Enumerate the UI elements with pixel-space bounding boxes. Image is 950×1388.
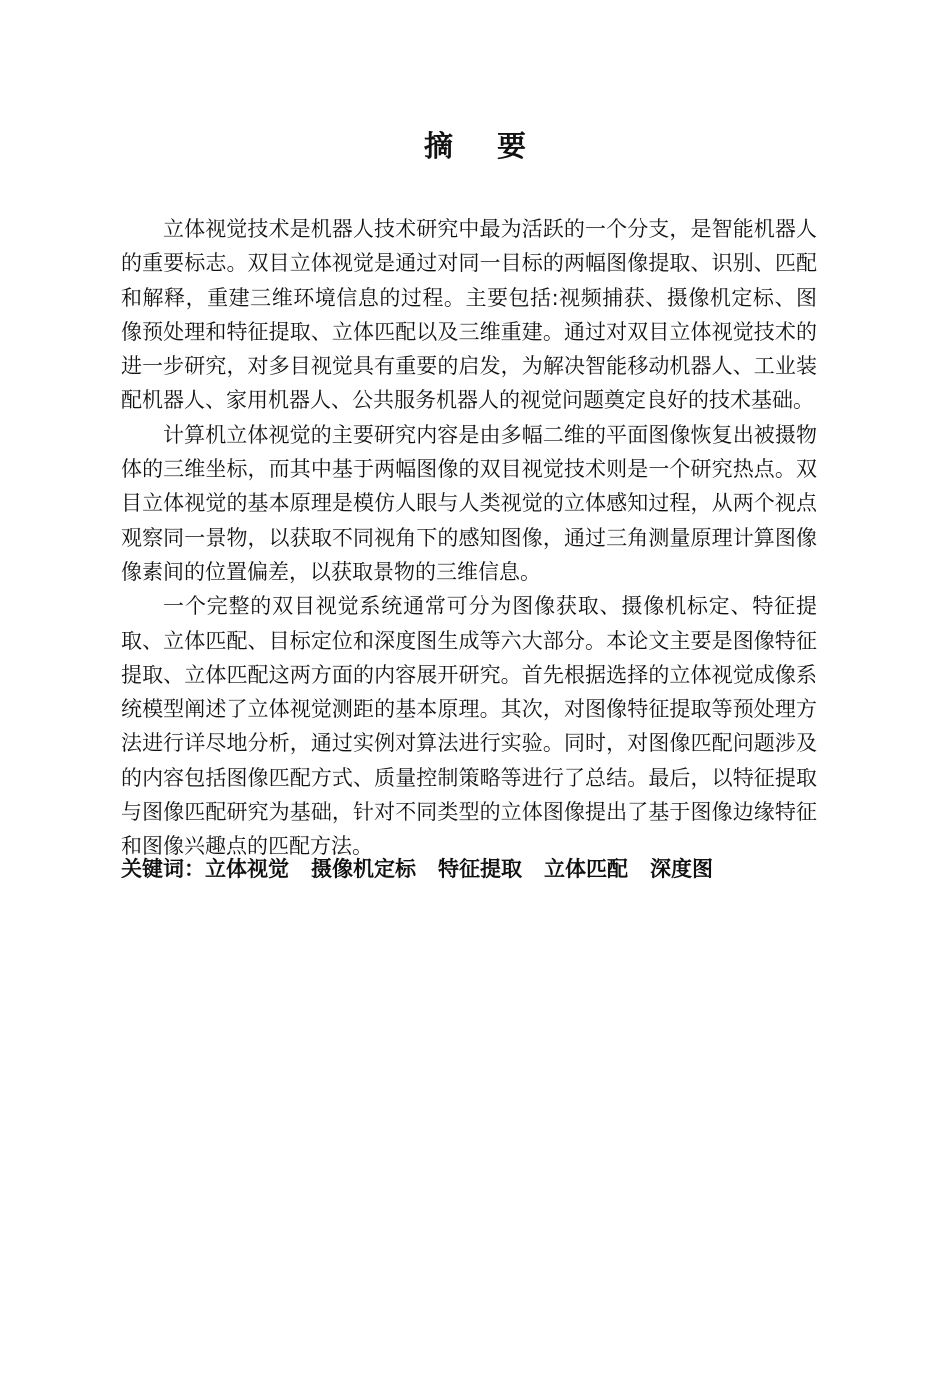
abstract-title bbox=[0, 124, 950, 168]
keyword-2: 摄像机定标 bbox=[311, 857, 416, 881]
keyword-5: 深度图 bbox=[650, 857, 713, 881]
abstract-paragraph-3: 一个完整的双目视觉系统通常可分为图像获取、摄像机标定、特征提取、立体匹配、目标定位和深度图生成等六大部分。本论文主要是图像特征提取、立体匹配这两方面的内容展开研究。首先根据选择的立体视觉成像系统模型阐述了立体视觉测距的基本原理。其次，对图像特征提取等预处理方法进行详尽地分析，通过实例对算法进行实验。同时，对图像匹配问题涉及的内容包括图像匹配方式、质量控制策略等进行了总结。最后，以特征提取与图像匹配研究为基础，针对不同类型的立体图像提出了基于图像边缘特征和图像兴趣点的匹配方法。 bbox=[121, 594, 817, 859]
keyword-4: 立体匹配 bbox=[544, 857, 628, 881]
abstract-body bbox=[121, 212, 817, 864]
keyword-3: 特征提取 bbox=[438, 857, 522, 881]
abstract-title-char-2: 要 bbox=[497, 129, 527, 163]
keywords-line bbox=[121, 852, 817, 886]
keyword-1: 立体视觉 bbox=[205, 857, 289, 881]
keywords-label: 关键词： bbox=[121, 857, 205, 881]
abstract-paragraph-2: 计算机立体视觉的主要研究内容是由多幅二维的平面图像恢复出被摄物体的三维坐标，而其中基于两幅图像的双目视觉技术则是一个研究热点。双目立体视觉的基本原理是模仿人眼与人类视觉的立体感知过程，从两个视点观察同一景物，以获取不同视角下的感知图像，通过三角测量原理计算图像像素间的位置偏差，以获取景物的三维信息。 bbox=[121, 422, 817, 584]
abstract-paragraph-1: 立体视觉技术是机器人技术研究中最为活跃的一个分支，是智能机器人的重要标志。双目立体视觉是通过对同一目标的两幅图像提取、识别、匹配和解释，重建三维环境信息的过程。主要包括:视频捕获、摄像机定标、图像预处理和特征提取、立体匹配以及三维重建。通过对双目立体视觉技术的进一步研究，对多目视觉具有重要的启发，为解决智能移动机器人、工业装配机器人、家用机器人、公共服务机器人的视觉问题奠定良好的技术基础。 bbox=[121, 217, 817, 413]
abstract-title-char-1: 摘 bbox=[423, 129, 453, 163]
